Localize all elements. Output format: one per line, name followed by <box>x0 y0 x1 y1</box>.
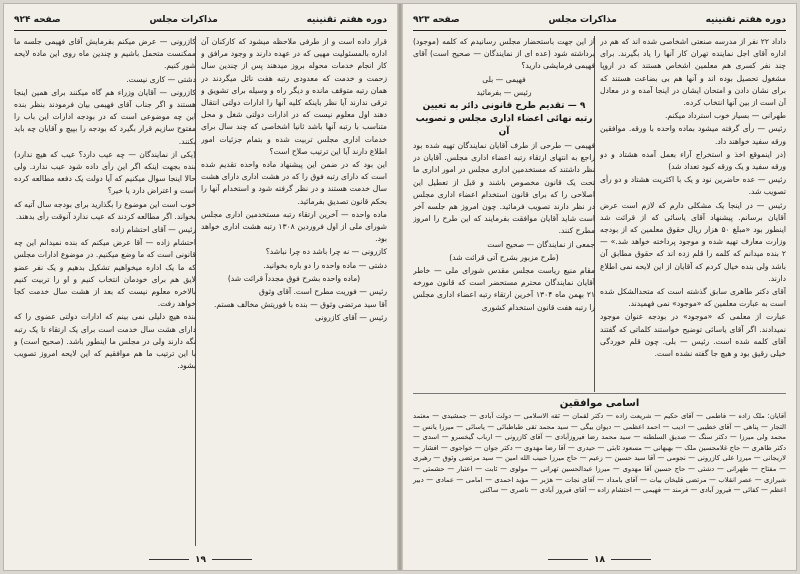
paragraph: ماده واحده — آخرین ارتقاء رتبه مستخدمین اداری مجلس شورای ملی از اول فروردین ۱۳۰۸ رتبه هشت اداری خواهد بود. <box>201 209 387 244</box>
right-page-header <box>413 10 786 31</box>
signers-title: اسامی موافقین <box>559 398 640 409</box>
paragraph: دشتی — کاری نیست. <box>126 74 196 84</box>
paragraph: رئیس — رأی گرفته میشود بماده واحده با ورقه. موافقین ورقه سفید خواهند داد. <box>600 124 786 146</box>
left-col-right <box>201 36 387 546</box>
right-session-label: دوره هفتم تقنینیه <box>705 15 786 25</box>
paragraph: کازرونی — آقایان وزراء هم گاه میکنند برای همین اینجا هستند و اگر جناب آقای فهیمی بیان فرمودند بنظر بنده این چه موضوعی است که در بودجه ادارات این باب را مفتوح سازیم قرار بگیرد که بودجه را بپیچ و آقایان چه باید بکنند. <box>14 87 196 146</box>
paragraph: این بود که در ضمن این پیشنهاد ماده واحده تقدیم شده است که دارای رتبه فوق را که در هشت اداری دارای هشت سال خدمت هستند و در نظر گرفته شود و استخدام آنها را بحکم قانون تصدیق بفرمائید. <box>201 160 387 206</box>
paragraph: دشتی — ماده واحده را دو باره بخوانید. <box>263 260 387 270</box>
left-page-label: صفحه ۹۲۴ <box>14 15 61 25</box>
left-page-number: ۱۹ <box>195 555 206 565</box>
paragraph: قرار داده است و از طرفی ملاحظه میشود که کارکنان آن اداره بالمسئولیت مهیی که در عهده دارند و وجود مرافق و کار انجام خدمات محوله بروز میدهند پس از چندین سال زحمت و خدمت که معدودی رتبه هفت نائل میگردند در همان رتبه متوقف مانده و دیگر راه و وسیله برای تشویق و ترقی ندارند آیا نظر باینکه کلیه آنها را ادارات دولتی انتقال دهند اول معلوم نیست که در ادارات دولتی شغل و محل متناسب با رتبه آنها باشد ثانیا اشخاصی که چند سال برای خدمات اداری مجلس تربیت شده و بتمام جزئیات امور اطلاع دارند آیا این ترتیب صلاح است؟ <box>201 37 387 156</box>
paragraph: (ماده واحده بشرح فوق مجدداً قرائت شد) <box>227 273 361 283</box>
left-session-label: دوره هفتم تقنینیه <box>306 15 387 25</box>
paragraph: رئیس — آقای کازرونی <box>315 313 387 323</box>
right-page <box>407 4 792 570</box>
paragraph: جمعی از نمایندگان — صحیح است <box>487 239 595 249</box>
right-page-label: صفحه ۹۲۳ <box>413 15 460 25</box>
paragraph: کازرونی — عرض میکنم بفرمایش آقای فهیمی جلسه ما ممکنست متحمل باشیم و چندین ماه روی این ماده لایحه شور کنیم. <box>14 37 196 71</box>
left-title: مذاکرات مجلس <box>149 15 218 25</box>
paragraph: (در اینموقع اخذ و استخراج آراء بعمل آمده هشتاد و دو ورقه سفید و یک ورقه کبود تعداد شد) <box>600 149 786 172</box>
paragraph: طهرانی — بسیار خوب استرداد میکنم. <box>664 111 786 121</box>
signers-block <box>413 393 786 546</box>
section-heading: ۹ — تقدیم طرح قانونی دائر به تعیین رتبه نهائی اعضاء اداری مجلس و تصویب آن <box>415 101 593 138</box>
right-col-left <box>413 36 595 392</box>
paragraph: از این جهت باستحضار مجلس رسانیدم که کلمه (موجود) برداشته شود (عده ای از نمایندگان — صحیح است) آقای فهیمی فرمایشی دارید؟ <box>413 37 595 71</box>
paragraph: کازرونی — نه چرا باشد ده چرا نباشد؟ <box>265 247 387 257</box>
paragraph: (طرح مزبور بشرح آتی قرائت شد) <box>449 252 559 262</box>
paragraph: (یکی از نمایندگان — چه عیب دارد؟ عیب که هیچ ندارد) بنده بجهت اینکه اگر این رأی داده شود عیب ندارد. ولی حالا اینجا سوال میکنیم که آیا دولت یک دفعه مطالعه کرده است و اعتراض دارد یا خیر؟ <box>14 149 196 196</box>
left-col-left <box>14 36 196 546</box>
paragraph: خوب است این موضوع را بگذارید برای بودجه سال آتیه که بخواند. اگر مطالعه کردند که عیب ندارد آنوقت رأی بدهند. <box>14 199 196 221</box>
paragraph: داداد ۲۲ نفر از مدرسه صنعتی اشخاصی شده اند که هم در اداره آقای اجل نماینده تهران کار آنها را یاد بگیرند. برای چند نفر کسری هم معلمین اشخاص هستند که در اروپا مشغول تحصیل بوده اند و آنها هم بی بضاعت هستند که برای نشان دادن و امتحان ایشان در اینجا آمده و در معادل آن است از بین آنها انتخاب کرده. <box>600 37 786 108</box>
paragraph: رئیس — آقای احتشام زاده <box>110 225 196 235</box>
signers-list: آقایان: ملک زاده — فاطمی — آقای حکیم — شریعت زاده — دکتر لقمان — ثقه الاسلامی — دولت آبادی — جمشیدی — معتمد التجار — پناهی — آقای خطیبی — ادیب — احمد اعظمی — دیوان بیگی — سید محمد تقی طباطبائی — یاسائی — میرزا یانس — محمد ولی میرزا — دکتر سنگ — صدیق السلطنه — سید محمد رضا فیروزآبادی — آقای کازرونی — ارباب گیخسرو — اسدی — دکتر طاهری — حاج غلامحسین ملک — بهبهانی — مسعود ثابتی — حیدری — آقا رضا مهدوی — دکتر جوان — خواجوی — افشار — لاریجانی — میرزا علی کازرونی — نجومی — آقا سید حسین — زعیم — حاج میرزا حبیب الله امین — سید مرتضی وثوق — رهبری — مفتاح — طهرانی — دشتی — حاج حسین آقا مهدوی — میرزا عبدالحسین تهرانی — مولوی — ثابت — اعتبار — حشمتی — شیرازی — عصر انقلاب — مرتضی قلیخان بیات — آقای بامداد — آقای نجات — هژبر — مؤید احمدی — امامی — عمادی — دبیر اعظم — کفائی — فیروز آبادی — فرمند — فهیمی — احتشام زاده — آقای فیروز آبادی — ناصری — ساکنی <box>413 412 786 495</box>
paragraph: فهیمی — طرحی از طرف آقایان نمایندگان تهیه شده بود راجع به انتهای ارتقاء رتبه اعضاء اداری مجلس. آقایان در نظر داشتند که مستخدمین اداری مجلس در امور اداری ما تحت یک قانون مخصوص باشند و قبل از تعطیل این اصلاحی را که برای قانون استخدام اعضاء اداری مجلس در نظر دارند تصویب فرمائید. چون امروز هم جلسه آخر است شاید آقایان موافقت بفرمایند که این طرح را امروز مطرح کنند. <box>413 141 595 236</box>
book-gutter <box>397 4 403 570</box>
paragraph: رئیس — عده حاضرین نود و یک با اکثریت هشتاد و دو رأی تصویب شد. <box>600 175 786 197</box>
right-page-number: ۱۸ <box>594 555 605 565</box>
left-page-header <box>14 10 387 31</box>
paragraph: بنده هیچ دلیلی نمی بینم که ادارات دولتی عضوی را که دارای هشت سال خدمت است برای یک ارتقاء تا یک رتبه نگه دارند ولی در مجلس ما اینطور باشد. (صحیح است) و با این ترتیب ما هم موافقیم که این لایحه امروز تصویب بشود. <box>14 312 196 371</box>
right-col-right <box>600 36 786 392</box>
paragraph: رئیس — در اینجا یک مشکلی دارم که لازم است عرض آقایان برسانم. پیشنهاد آقای یاسائی که از قرائت شد اینطور بود «مبلغ ۵۰ هزار ریال حقوق معلمین که از بودجه وزارت معارف تهیه شده و موجود پرداخته خواهد شد.» — ۲ بنده میدانم که کلمه را قلم زده اند که حقوق مطابق آن باشد ولی بنده خیال کردم که آقایان از این لایحه نمی اطلاع دارند. <box>600 200 786 283</box>
book-spread <box>4 4 796 570</box>
paragraph: آقا سید مرتضی وثوق — بنده با فوریتش مخالف هستم. <box>214 300 387 310</box>
paragraph: رئیس — فوریت مطرح است. آقای وثوق <box>259 287 387 297</box>
paragraph: مقام منیع ریاست مجلس مقدس شورای ملی — خاطر آقایان نمایندگان محترم مستحضر است که قانون مورخه ۲۱ بهمن ماه ۱۳۰۴ آخرین ارتقاء رتبه اعضاء اداری مجلس را رتبه هفت قانون استخدام کشوری <box>413 266 595 312</box>
paragraph: فهیمی — بلی <box>482 74 526 84</box>
left-page <box>8 4 393 570</box>
paragraph: عبارت از معلمی که «موجود» در بودجه عنوان موجود نمیدادند. اگر آقای یاسائی توضیح خواستند کلماتی که گفتند آقای کلمه شده است. رئیس — بلی. چون قلم خوردگی خیلی رقیق بود و هیچ جا گفته نشده است. <box>600 312 786 359</box>
left-page-footer <box>8 555 393 565</box>
right-title: مذاکرات مجلس <box>548 15 617 25</box>
right-columns <box>413 36 786 392</box>
paragraph: احتشام زاده — آقا عرض میکنم که بنده نمیدانم این چه قانونی است که ما وضع میکنیم. در موضوع ادارات مجلس که ما یک اداره میخواهیم تشکیل بدهیم و یک نفر عضو لایق هم برای خودمان انتخاب کنیم و او را تربیت کنیم بالاخره معلوم نیست که بعد از هشت سال خدمت کجا خواهد رفت. <box>14 238 196 309</box>
paragraph: آقای دکتر طاهری سابق گذشته است که متحدالشکل شده است به عبارت معلمین که «موجود» نمی فهمیدند. <box>600 287 786 309</box>
right-page-footer <box>407 555 792 565</box>
paragraph: رئیس — بفرمائید <box>476 87 532 97</box>
left-columns <box>14 36 387 546</box>
